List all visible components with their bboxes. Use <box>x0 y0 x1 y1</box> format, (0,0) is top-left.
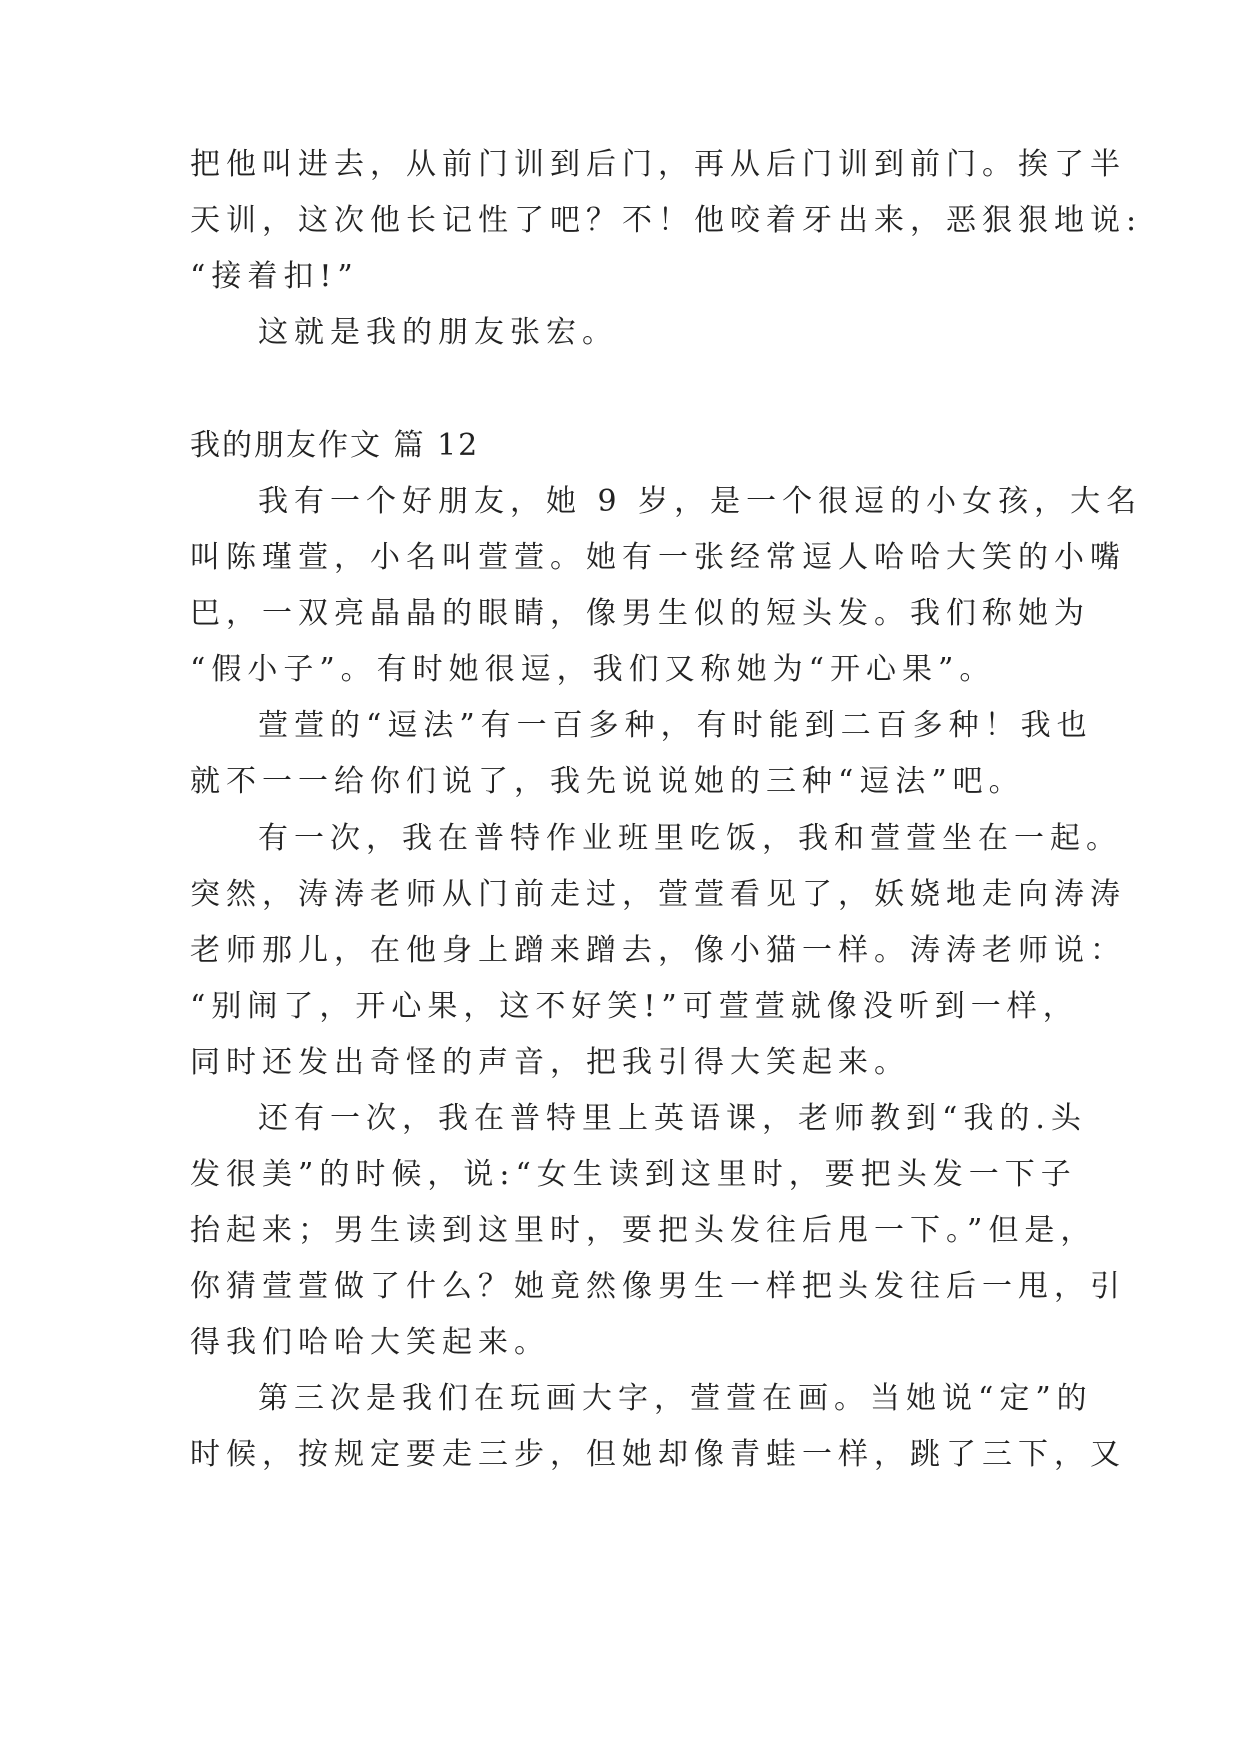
text-line: 巴，一双亮晶晶的眼睛，像男生似的短头发。我们称她为 <box>190 596 1090 631</box>
text-line: 叫陈瑾萱，小名叫萱萱。她有一张经常逗人哈哈大笑的小嘴 <box>190 540 1126 575</box>
text-line: 就不一一给你们说了，我先说说她的三种“逗法”吧。 <box>190 764 1025 799</box>
text-line: 你猜萱萱做了什么？她竟然像男生一样把头发往后一甩，引 <box>190 1269 1126 1304</box>
text-line: 时候，按规定要走三步，但她却像青蛙一样，跳了三下，又 <box>190 1437 1126 1472</box>
section-heading: 我的朋友作文 篇 12 <box>190 428 480 463</box>
text-line: 突然，涛涛老师从门前走过，萱萱看见了，妖娆地走向涛涛 <box>190 877 1126 912</box>
text-line: 第三次是我们在玩画大字，萱萱在画。当她说“定”的 <box>258 1381 1093 1416</box>
text-line: 同时还发出奇怪的声音，把我引得大笑起来。 <box>190 1045 910 1080</box>
text-line: “别闹了，开心果，这不好笑!”可萱萱就像没听到一样， <box>190 989 1079 1024</box>
text-line: 这就是我的朋友张宏。 <box>258 315 618 350</box>
text-line: “接着扣!” <box>190 259 359 294</box>
text-line: 抬起来；男生读到这里时，要把头发往后甩一下。”但是， <box>190 1213 1097 1248</box>
text-line: 老师那儿，在他身上蹭来蹭去，像小猫一样。涛涛老师说： <box>190 933 1126 968</box>
text-line: 还有一次，我在普特里上英语课，老师教到“我的.头 <box>258 1101 1087 1136</box>
text-line: 得我们哈哈大笑起来。 <box>190 1325 550 1360</box>
text-line: 发很美”的时候，说:“女生读到这里时，要把头发一下子 <box>190 1157 1077 1192</box>
text-line: 天训，这次他长记性了吧？不！他咬着牙出来，恶狠狠地说: <box>190 203 1143 238</box>
text-line: 萱萱的“逗法”有一百多种，有时能到二百多种！我也 <box>258 708 1093 743</box>
text-line: “假小子”。有时她很逗，我们又称她为“开心果”。 <box>190 652 996 687</box>
text-line: 有一次，我在普特作业班里吃饭，我和萱萱坐在一起。 <box>258 821 1122 856</box>
text-line: 我有一个好朋友，她 9 岁，是一个很逗的小女孩，大名 <box>258 484 1143 519</box>
text-line: 把他叫进去，从前门训到后门，再从后门训到前门。挨了半 <box>190 147 1126 182</box>
